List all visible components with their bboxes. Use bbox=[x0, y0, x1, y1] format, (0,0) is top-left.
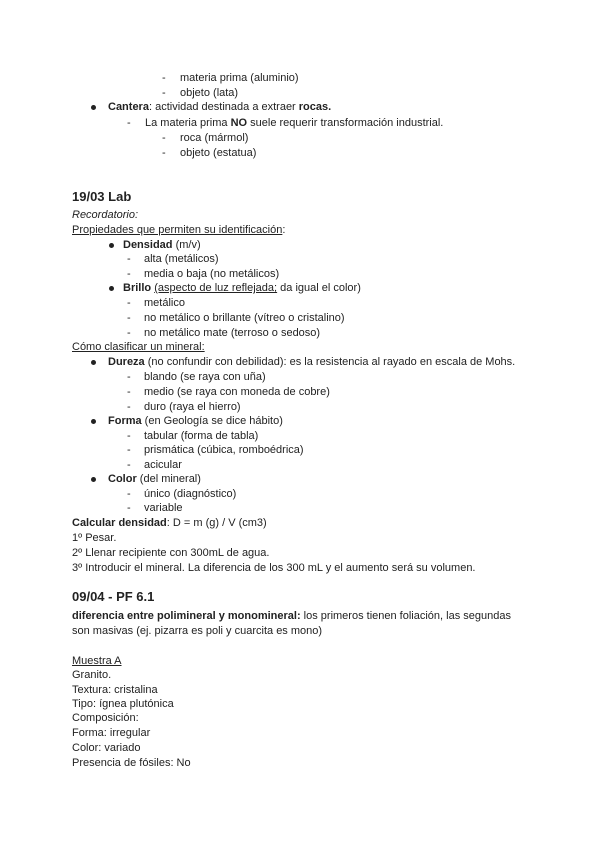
list-item: blando (se raya con uña) bbox=[144, 371, 266, 383]
bullet-icon bbox=[91, 477, 96, 482]
section-heading: 19/03 Lab bbox=[72, 189, 132, 204]
list-item: metálico bbox=[144, 297, 185, 309]
dash: - bbox=[127, 459, 131, 471]
bullet-icon bbox=[109, 243, 114, 248]
list-item: Forma (en Geología se dice hábito) bbox=[108, 415, 283, 427]
list-item: materia prima (aluminio) bbox=[180, 72, 299, 84]
sample-line: Tipo: ígnea plutónica bbox=[72, 698, 174, 710]
dash: - bbox=[127, 371, 131, 383]
list-item: media o baja (no metálicos) bbox=[144, 268, 280, 280]
list-item: no metálico mate (terroso o sedoso) bbox=[144, 327, 321, 339]
list-item: Densidad (m/v) bbox=[123, 239, 201, 251]
bullet-icon bbox=[91, 360, 96, 365]
list-item: roca (mármol) bbox=[180, 132, 249, 144]
dash: - bbox=[127, 386, 131, 398]
dash: - bbox=[162, 147, 166, 159]
subheading: Cómo clasificar un mineral: bbox=[72, 341, 205, 353]
paragraph-line: son masivas (ej. pizarra es poli y cuarcita es mono) bbox=[72, 625, 323, 637]
formula-line: Calcular densidad: D = m (g) / V (cm3) bbox=[72, 517, 267, 529]
dash: - bbox=[127, 327, 131, 339]
list-item: Brillo (aspecto de luz reflejada; da igual el color) bbox=[123, 282, 361, 294]
dash: - bbox=[127, 444, 131, 456]
dash: - bbox=[127, 268, 131, 280]
dash: - bbox=[127, 430, 131, 442]
sample-line: Forma: irregular bbox=[72, 727, 151, 739]
bullet-icon bbox=[91, 105, 96, 110]
sample-line: Presencia de fósiles: No bbox=[72, 757, 191, 769]
list-item: objeto (estatua) bbox=[180, 147, 257, 159]
sample-line: Composición: bbox=[72, 712, 139, 724]
step-line: 3º Introducir el mineral. La diferencia de los 300 mL y el aumento será su volumen. bbox=[72, 562, 476, 574]
list-item: prismática (cúbica, romboédrica) bbox=[144, 444, 304, 456]
sample-line: Color: variado bbox=[72, 742, 141, 754]
sample-line: Textura: cristalina bbox=[72, 684, 158, 696]
step-line: 2º Llenar recipiente con 300mL de agua. bbox=[72, 547, 270, 559]
list-item: medio (se raya con moneda de cobre) bbox=[144, 386, 330, 398]
list-item: acicular bbox=[144, 459, 182, 471]
dash: - bbox=[127, 297, 131, 309]
list-item: único (diagnóstico) bbox=[144, 488, 237, 500]
sample-title: Muestra A bbox=[72, 655, 122, 667]
paragraph-line: diferencia entre polimineral y monomineral: los primeros tienen foliación, las segundas bbox=[72, 610, 511, 622]
list-item: no metálico o brillante (vítreo o cristalino) bbox=[144, 312, 345, 324]
list-item: Cantera: actividad destinada a extraer rocas. bbox=[108, 101, 332, 113]
dash: - bbox=[127, 488, 131, 500]
bullet-icon bbox=[91, 419, 96, 424]
bullet-icon bbox=[109, 286, 114, 291]
dash: - bbox=[162, 87, 166, 99]
list-item: objeto (lata) bbox=[180, 87, 239, 99]
list-item: alta (metálicos) bbox=[144, 253, 219, 265]
list-item: tabular (forma de tabla) bbox=[144, 430, 259, 442]
list-item: variable bbox=[144, 502, 183, 514]
note-label: Recordatorio: bbox=[72, 209, 139, 221]
section-heading: 09/04 - PF 6.1 bbox=[72, 589, 155, 604]
list-item: Color (del mineral) bbox=[108, 473, 201, 485]
list-item: La materia prima NO suele requerir transformación industrial. bbox=[145, 117, 444, 129]
step-line: 1º Pesar. bbox=[72, 532, 117, 544]
dash: - bbox=[127, 401, 131, 413]
subheading: Propiedades que permiten su identificación: bbox=[72, 224, 286, 236]
dash: - bbox=[127, 117, 131, 129]
dash: - bbox=[162, 132, 166, 144]
dash: - bbox=[162, 72, 166, 84]
list-item: duro (raya el hierro) bbox=[144, 401, 241, 413]
list-item: Dureza (no confundir con debilidad): es la resistencia al rayado en escala de Mohs. bbox=[108, 356, 516, 368]
dash: - bbox=[127, 312, 131, 324]
dash: - bbox=[127, 502, 131, 514]
sample-line: Granito. bbox=[72, 669, 112, 681]
dash: - bbox=[127, 253, 131, 265]
